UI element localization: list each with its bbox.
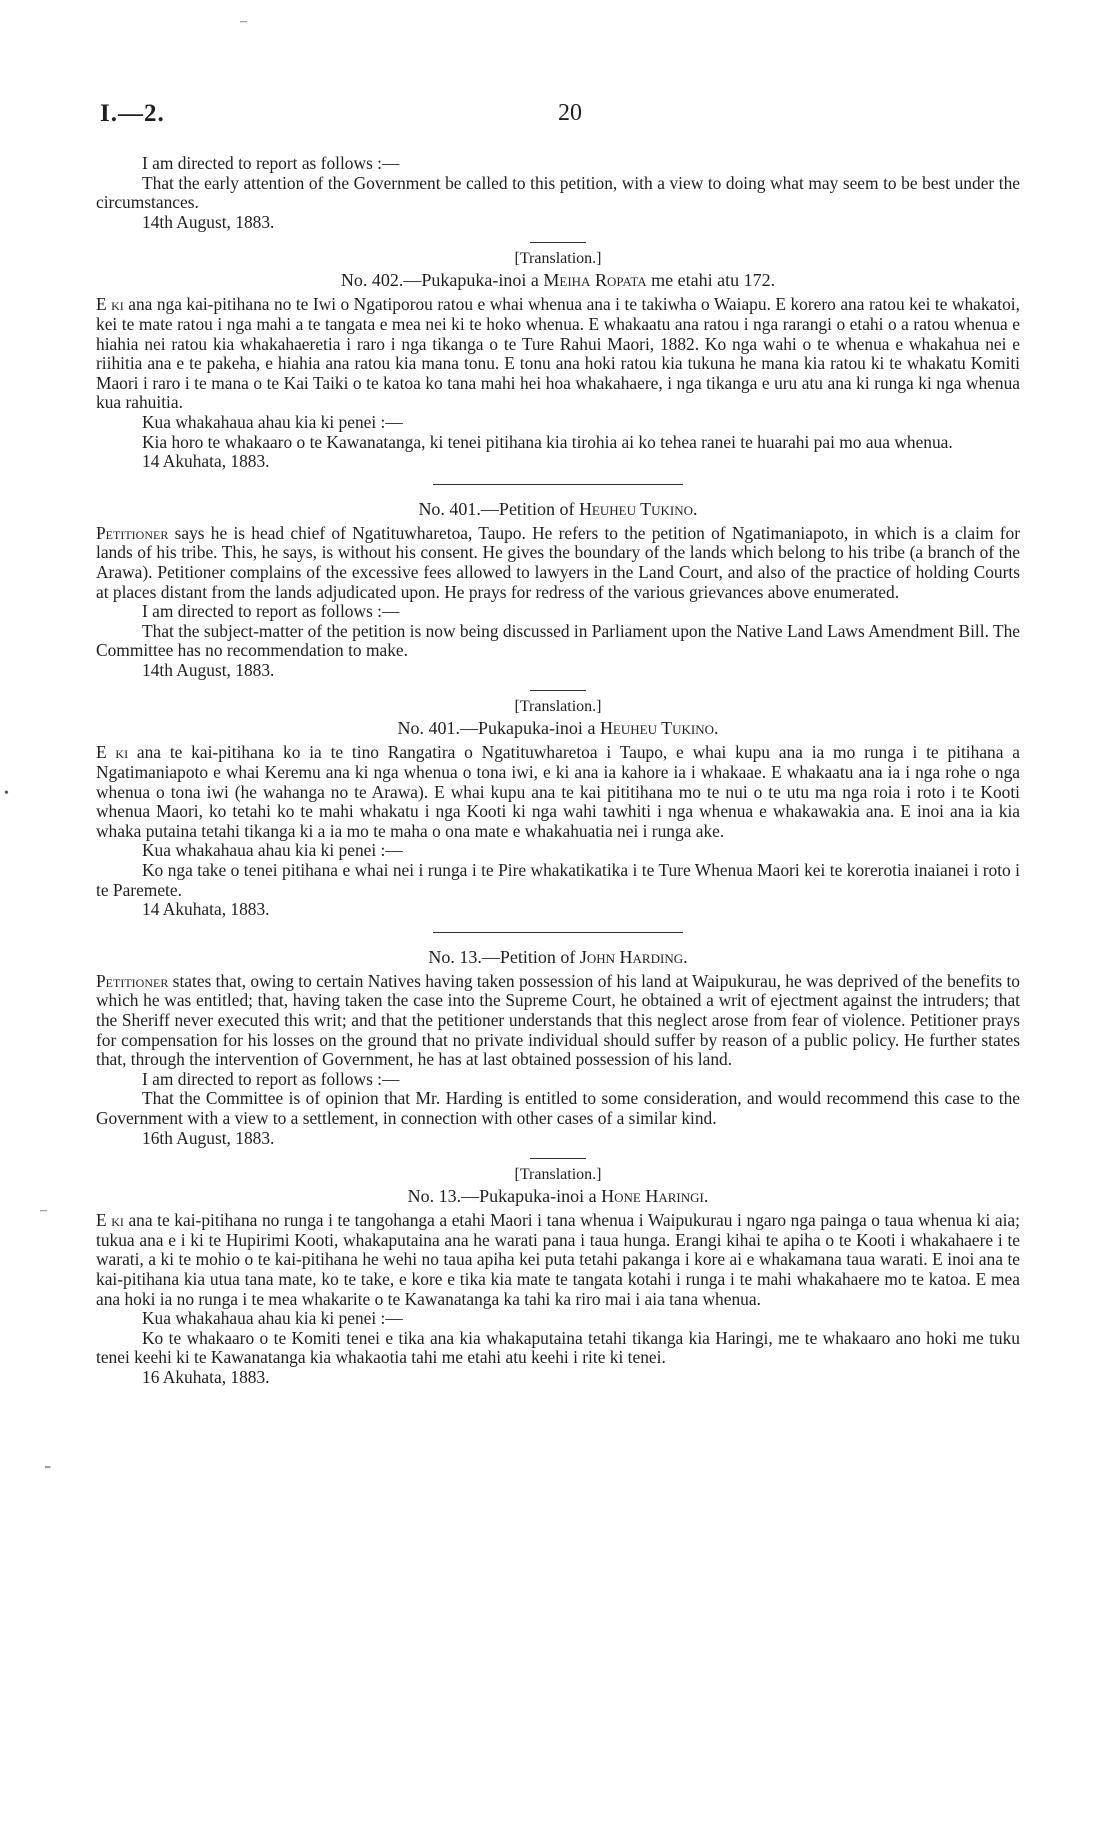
translation-label: [Translation.] <box>514 250 602 268</box>
report-date: 14th August, 1883. <box>142 211 275 232</box>
report-date: 14 Akuhata, 1883. <box>142 899 270 920</box>
petition-heading <box>96 947 1020 968</box>
scan-dot: • <box>4 786 9 801</box>
scan-mark: – <box>240 14 247 29</box>
petition-body <box>96 295 1020 413</box>
petitioner-name: Meiha Ropata <box>543 270 647 291</box>
body-lead: E ki <box>96 742 129 763</box>
page-reference: I.—2. <box>100 100 165 127</box>
scan-mark: – <box>40 1203 47 1218</box>
report-date: 16th August, 1883. <box>142 1127 275 1148</box>
heading-suffix: . <box>683 946 688 967</box>
report-text: That the early attention of the Government be called to this petition, with a view to doing what may seem to be best under the circumstances. <box>96 172 1020 213</box>
heading-prefix: No. 13.—Pukapuka-inoi a <box>407 1186 602 1207</box>
petition-body <box>96 524 1020 602</box>
body-lead: E ki <box>96 294 124 315</box>
report-text: That the Committee is of opinion that Mr. Harding is entitled to some consideration, and would recommend this case to the Government with a view to a settlement, in connection with other cases of a similar kind. <box>96 1088 1020 1128</box>
petition-body <box>96 972 1020 1070</box>
report-date: 14th August, 1883. <box>142 659 275 680</box>
report-block <box>96 154 1020 232</box>
petitioner-name: Hone Haringi <box>601 1186 704 1207</box>
petitioner-name: John Harding <box>579 946 684 967</box>
divider <box>433 932 683 933</box>
report-text: That the subject-matter of the petition is now being discussed in Parliament upon the Native Land Laws Amendment Bill. The Committee has no recommendation to make. <box>96 620 1020 661</box>
body-lead: Petitioner <box>96 522 169 543</box>
report-intro: Kua whakahaua ahau kia ki penei :— <box>142 411 403 432</box>
body-text: ana nga kai-pitihana no te Iwi o Ngatiporou ratou e whai whenua ana i te takiwha o Waiapu. E korero ana ratou kei te whakatoi, kei te mate ratou i nga mahi a te tangata e mea nei ki te hoko whenua. E whakaatu ana ratou i nga rarangi o etahi o a ratou whenua e hiahia nei ratou kia whakahaeretia i raro i nga tikanga o te Ture Rahui Maori, 1882. Ko nga wahi o te whenua e whakahua nei e riihitia ana e te pakeha, e hiahia ana ratou kia mana tonu. E tonu ana hoki ratou kia tukuna he mana kia ratou ki te whakatu Komiti Maori i raro i te mana o te Kai Taiki o te katoa ko tana mahi hei hoa whakahaere, i nga tikanga e uru atu ana ki runga ki nga whenua kua rahuitia. <box>96 294 1020 413</box>
report-intro: Kua whakahaua ahau kia ki penei :— <box>142 1308 403 1329</box>
page-header <box>100 100 1020 140</box>
body-text: states that, owing to certain Natives having taken possession of his land at Waipukurau, he was deprived of the benefits to which he was entitled; that, having taken the case into the Supreme Court, he obtained a writ of ejectment against the intruders; that the Sheriff never executed this writ; and that the petitioner understands that this neglect arose from fear of violence. Petitioner prays for compensation for his losses on the ground that no private individual should suffer by reason of a public policy. He further states that, through the intervention of Government, he has at last obtained possession of his land. <box>96 970 1020 1070</box>
body-text: ana te kai-pitihana ko ia te tino Rangatira o Ngatituwharetoa i Taupo, e whai kupu ana ia mo runga i te pitihana a Ngatimaniapoto e whai Keremu ana ki nga whenua o tona iwi, e ki ana ia kahore ia i whakaae. E whakaatu ana ia i nga rohe o nga whenua o tona iwi (he wahanga no te Arawa). E whai kupu ana te kai pititihana mo te nui o te utu ma nga roia i roto i te Kooti whenua Maori, ko tetahi ko te mahi whakatu i nga Kooti ki nga wahi tawhiti i nga whenua e whakawakia ana. E inoi ana ia kia whaka putaina tetahi tikanga ki a ia mo te maha o ona mate e whakahuatia nei i runga ake. <box>96 742 1020 841</box>
heading-prefix: No. 402.—Pukapuka-inoi a <box>340 270 544 291</box>
document-body <box>96 154 1020 1390</box>
petition-body <box>96 1211 1020 1309</box>
body-text: ana te kai-pitihana no runga i te tangohanga a etahi Maori i tana whenua i Waipukurau i ngaro nga painga o taua whenua ki aia; tukua ana e i ki te Hupirimi Kooti, whakaputaina ana he warati pana i taua hunga. Erangi kihai te apiha o te Kooti i whakahaere i te warati, a ki te mohio o te kai-pitihana he wehi no taua apiha kei puta tetahi pakanga i kore ai e whakamana taua warati. E inoi ana te kai-pitihana kia utua tana mate, ko te take, e kore e tika kia mate te tangata kotahi i runga i te mahi whakahaere mo te katoa. E mea ana hoki ia no runga i te mea whakarite o te Kawanatanga ka tahi ka riro mai i aia tana whenua. <box>96 1210 1020 1309</box>
heading-prefix: No. 401.—Pukapuka-inoi a <box>397 718 600 739</box>
divider <box>530 1158 586 1159</box>
petition-heading <box>96 499 1020 520</box>
body-text: says he is head chief of Ngatituwharetoa, Taupo. He refers to the petition of Ngatimaniapoto, in which is a claim for lands of his tribe. This, he says, is without his consent. He gives the boundary of the lands which belong to his tribe (a branch of the Arawa). Petitioner complains of the excessive fees allowed to lawyers in the Land Court, and also of the practice of holding Courts at places distant from the lands adjudicated upon. He prays for redress of the various grievances above enumerated. <box>96 522 1020 602</box>
report-intro: I am directed to report as follows :— <box>142 601 400 622</box>
report-date: 14 Akuhata, 1883. <box>142 451 270 472</box>
heading-suffix: . <box>703 1186 709 1207</box>
report-text: Ko nga take o tenei pitihana e whai nei i runga i te Pire whakatikatika i te Ture Whenua Maori kei te korerotia inaianei i roto i te Paremete. <box>96 860 1020 900</box>
heading-suffix: . <box>693 498 698 519</box>
report-intro: I am directed to report as follows :— <box>142 1068 400 1089</box>
divider <box>433 484 683 485</box>
report-date: 16 Akuhata, 1883. <box>142 1366 270 1387</box>
petition-heading <box>96 1186 1020 1207</box>
heading-suffix: me etahi atu 172. <box>646 270 776 291</box>
page-number: 20 <box>558 100 582 126</box>
report-text: Ko te whakaaro o te Komiti tenei e tika ana kia whakaputaina tetahi tikanga kia Haringi, me te whakaaro ano hoki me tuku tenei keehi ki te Kawanatanga kia whakaotia tahi me etahi atu keehi i rite ki tenei. <box>96 1327 1020 1368</box>
body-lead: E ki <box>96 1210 124 1231</box>
petitioner-name: Heuheu Tukino <box>578 498 694 519</box>
heading-prefix: No. 401.—Petition of <box>418 498 579 519</box>
report-intro: Kua whakahaua ahau kia ki penei :— <box>142 840 403 861</box>
petitioner-name: Heuheu Tukino <box>599 718 715 739</box>
report-text: Kia horo te whakaaro o te Kawanatanga, ki tenei pitihana kia tirohia ai ko tehea ranei te huarahi pai mo aua whenua. <box>142 431 953 452</box>
petition-heading <box>96 270 1020 291</box>
body-lead: Petitioner <box>96 970 169 991</box>
heading-prefix: No. 13.—Petition of <box>428 946 580 967</box>
scan-mark: ⁼ <box>44 1463 52 1478</box>
petition-heading <box>96 718 1020 739</box>
report-intro: I am directed to report as follows :— <box>142 153 400 173</box>
heading-suffix: . <box>714 718 719 739</box>
divider <box>530 242 586 243</box>
translation-label: [Translation.] <box>514 1166 602 1184</box>
petition-body <box>96 743 1020 841</box>
divider <box>530 690 586 691</box>
translation-label: [Translation.] <box>514 698 602 716</box>
